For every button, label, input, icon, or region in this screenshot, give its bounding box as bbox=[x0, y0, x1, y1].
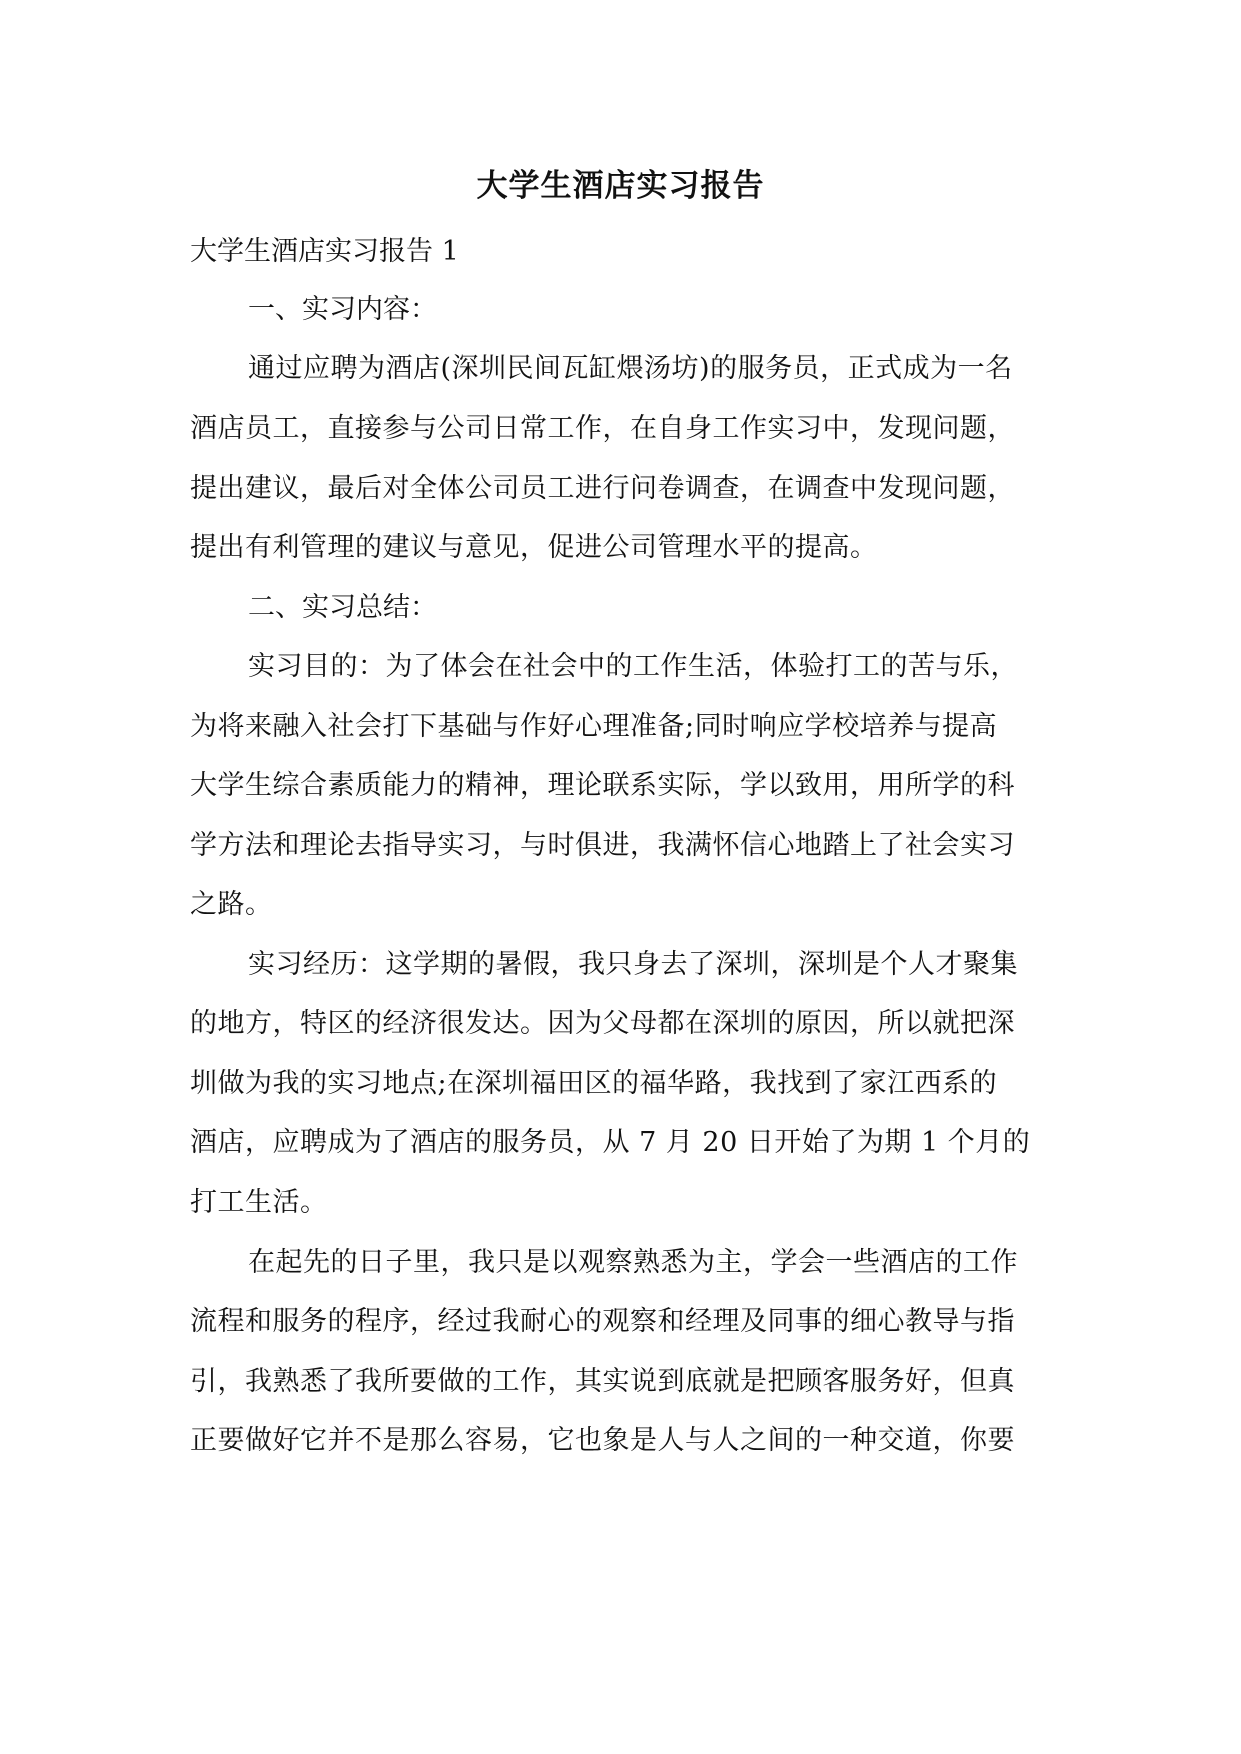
paragraph-line: 大学生综合素质能力的精神，理论联系实际，学以致用，用所学的科 bbox=[190, 770, 1015, 801]
paragraph-line: 圳做为我的实习地点;在深圳福田区的福华路，我找到了家江西系的 bbox=[190, 1068, 998, 1099]
paragraph-line: 打工生活。 bbox=[190, 1187, 328, 1218]
paragraph-line: 通过应聘为酒店(深圳民间瓦缸煨汤坊)的服务员，正式成为一名 bbox=[248, 353, 1013, 384]
paragraph-line: 实习目的：为了体会在社会中的工作生活，体验打工的苦与乐， bbox=[248, 651, 1018, 682]
paragraph-line: 正要做好它并不是那么容易，它也象是人与人之间的一种交道，你要 bbox=[190, 1425, 1015, 1456]
paragraph-line: 提出建议，最后对全体公司员工进行问卷调查，在调查中发现问题， bbox=[190, 473, 1015, 504]
paragraph-line: 之路。 bbox=[190, 889, 273, 920]
section-heading-content: 一、实习内容： bbox=[248, 294, 437, 325]
paragraph-line: 流程和服务的程序，经过我耐心的观察和经理及同事的细心教导与指 bbox=[190, 1306, 1015, 1337]
paragraph-line: 酒店员工，直接参与公司日常工作，在自身工作实习中，发现问题， bbox=[190, 413, 1015, 444]
paragraph-line: 为将来融入社会打下基础与作好心理准备;同时响应学校培养与提高 bbox=[190, 711, 998, 742]
paragraph-line: 实习经历：这学期的暑假，我只身去了深圳，深圳是个人才聚集 bbox=[248, 949, 1018, 980]
paragraph-line: 引，我熟悉了我所要做的工作，其实说到底就是把顾客服务好，但真 bbox=[190, 1366, 1015, 1397]
document-title: 大学生酒店实习报告 bbox=[476, 168, 765, 204]
paragraph-line: 提出有利管理的建议与意见，促进公司管理水平的提高。 bbox=[190, 532, 878, 563]
paragraph-line: 在起先的日子里，我只是以观察熟悉为主，学会一些酒店的工作 bbox=[248, 1247, 1018, 1278]
paragraph-line: 酒店，应聘成为了酒店的服务员，从 7 月 20 日开始了为期 1 个月的 bbox=[190, 1127, 1031, 1158]
section-heading-summary: 二、实习总结： bbox=[248, 592, 437, 623]
paragraph-line: 的地方，特区的经济很发达。因为父母都在深圳的原因，所以就把深 bbox=[190, 1008, 1015, 1039]
report-subheading: 大学生酒店实习报告 1 bbox=[190, 236, 459, 267]
paragraph-line: 学方法和理论去指导实习，与时俱进，我满怀信心地踏上了社会实习 bbox=[190, 830, 1015, 861]
